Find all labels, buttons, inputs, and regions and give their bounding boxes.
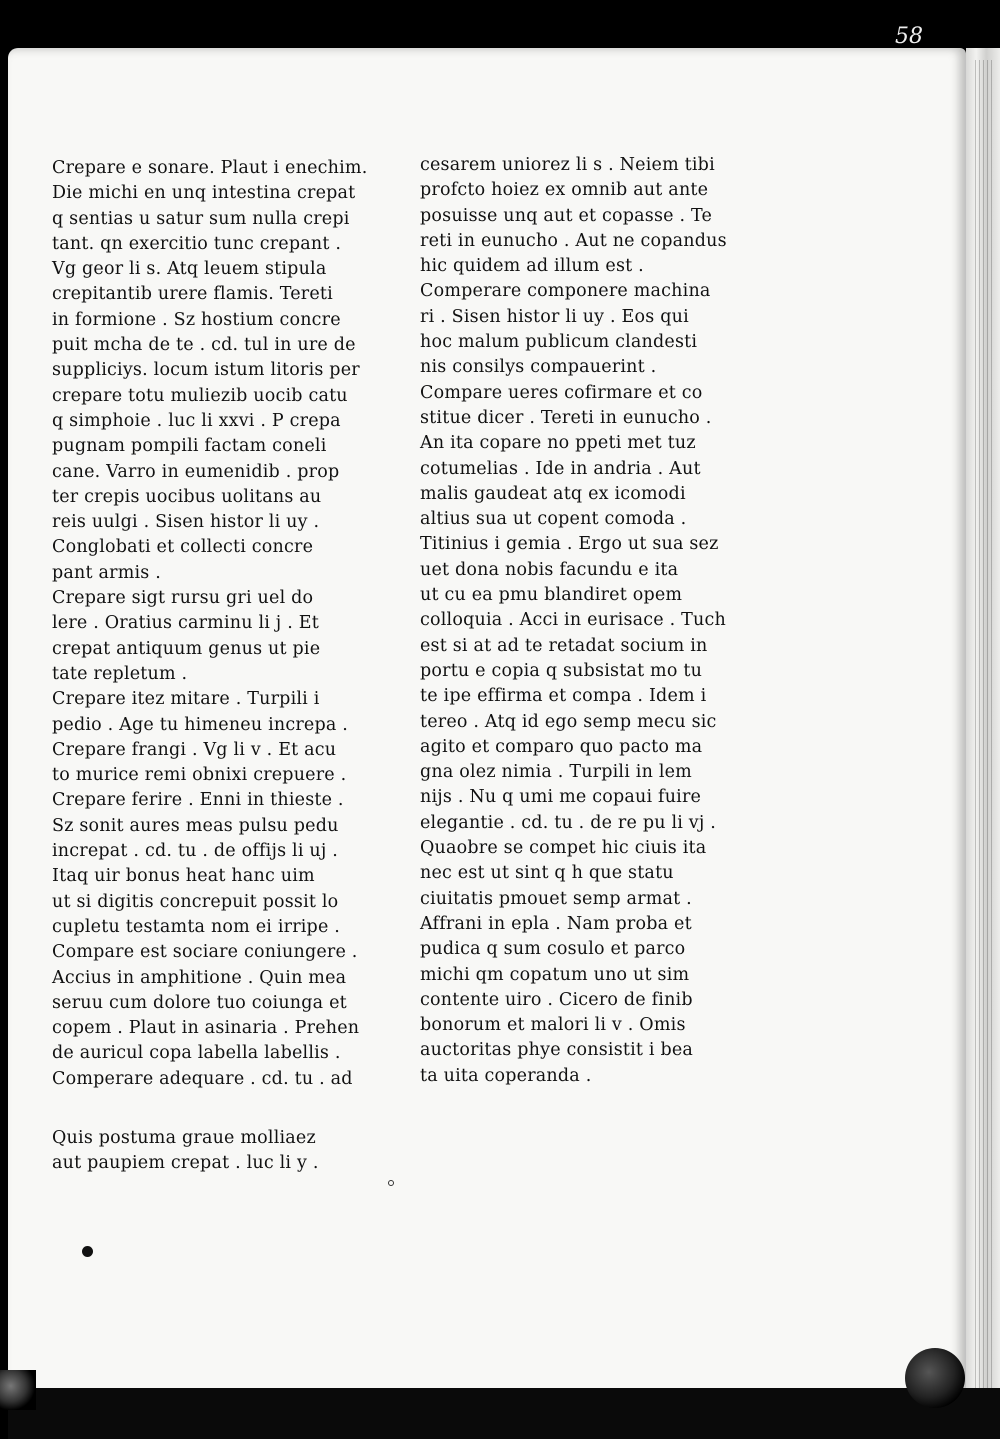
text-line: Quaobre se compet hic ciuis ita — [420, 838, 707, 859]
text-line: Crepare sigt rursu gri uel do — [52, 588, 314, 609]
text-line: te ipe effirma et compa . Idem i — [420, 686, 707, 707]
page-edges — [972, 60, 994, 1420]
text-line: uet dona nobis facundu e ita — [420, 559, 679, 580]
text-line: nec est ut sint q h que statu — [420, 863, 674, 884]
text-line: cupletu testamta nom ei irripe . — [52, 916, 341, 937]
text-line: Comperare componere machina — [420, 281, 711, 302]
text-line: crepat antiquum genus ut pie — [52, 638, 321, 659]
text-line: agito et comparo quo pacto ma — [420, 736, 703, 757]
text-line: tereo . Atq id ego semp mecu sic — [420, 711, 717, 732]
text-line: aut paupiem crepat . luc li y . — [52, 1153, 319, 1174]
text-line: hic quidem ad illum est . — [420, 256, 644, 277]
text-line: pugnam pompili factam coneli — [52, 436, 327, 457]
text-line: pedio . Age tu himeneu increpa . — [52, 714, 349, 735]
text-line: altius sua ut copent comoda . — [420, 509, 687, 530]
text-line: Accius in amphitione . Quin mea — [52, 967, 347, 988]
text-line: gna olez nimia . Turpili in lem — [420, 762, 692, 783]
text-line: cesarem uniorez li s . Neiem tibi — [420, 155, 715, 175]
text-line: Sz sonit aures meas pulsu pedu — [52, 815, 339, 836]
text-line: de auricul copa labella labellis . — [52, 1043, 341, 1064]
text-line: auctoritas phye consistit i bea — [420, 1040, 694, 1061]
text-line: ut cu ea pmu blandiret opem — [420, 585, 683, 606]
binding-shadow — [905, 1348, 965, 1408]
text-line: q sentias u satur sum nulla crepi — [52, 208, 350, 229]
text-line: profcto hoiez ex omnib aut ante — [420, 180, 709, 201]
text-line: portu e copia q subsistat mo tu — [420, 660, 703, 681]
text-line: michi qm copatum uno ut sim — [420, 964, 690, 985]
text-line: suppliciys. locum istum litoris per — [52, 360, 360, 381]
text-line: tate repletum . — [52, 663, 188, 684]
text-line: Quis postuma graue molliaez — [52, 1127, 316, 1148]
text-line: Compare est sociare coniungere . — [52, 942, 358, 963]
text-line: posuisse unq aut et copasse . Te — [420, 205, 713, 226]
text-line: tant. qn exercitio tunc crepant . — [52, 233, 342, 254]
text-line: Conglobati et collecti concre — [52, 537, 314, 558]
text-line: Affrani in epla . Nam proba et — [420, 913, 692, 934]
left-text-column — [52, 156, 382, 1177]
text-line: Die michi en unq intestina crepat — [52, 183, 356, 204]
text-line: to murice remi obnixi crepuere . — [52, 765, 347, 786]
text-line: malis gaudeat atq ex icomodi — [420, 483, 686, 504]
text-line: reis uulgi . Sisen histor li uy . — [52, 512, 320, 533]
text-line: Crepare itez mitare . Turpili i — [52, 689, 320, 710]
text-line: cotumelias . Ide in andria . Aut — [420, 458, 701, 479]
text-line: nis consilys compauerint . — [420, 357, 657, 378]
ink-speck — [388, 1180, 394, 1186]
right-text-column — [420, 153, 727, 1089]
text-line: seruu cum dolore tuo coiunga et — [52, 992, 347, 1013]
text-line: crepitantib urere flamis. Tereti — [52, 284, 333, 305]
text-line: Crepare ferire . Enni in thieste . — [52, 790, 344, 811]
text-line: Crepare frangi . Vg li v . Et acu — [52, 739, 337, 760]
text-line: ciuitatis pmouet semp armat . — [420, 888, 692, 909]
text-line: elegantie . cd. tu . de re pu li vj . — [420, 812, 717, 833]
text-line: est si at ad te retadat socium in — [420, 635, 708, 656]
text-line: ri . Sisen histor li uy . Eos qui — [420, 306, 689, 327]
text-line: pant armis . — [52, 562, 161, 583]
text-line: lere . Oratius carminu li j . Et — [52, 613, 319, 634]
text-line: reti in eunucho . Aut ne copandus — [420, 230, 727, 251]
text-line: puit mcha de te . cd. tul in ure de — [52, 335, 356, 356]
text-line: nijs . Nu q umi me copaui fuire — [420, 787, 702, 808]
ink-blot — [82, 1246, 93, 1257]
text-line: cane. Varro in eumenidib . prop — [52, 461, 340, 482]
text-line: pudica q sum cosulo et parco — [420, 939, 686, 960]
text-line: Comperare adequare . cd. tu . ad — [52, 1068, 353, 1089]
text-line: in formione . Sz hostium concre — [52, 309, 341, 330]
text-line: stitue dicer . Tereti in eunucho . — [420, 407, 712, 428]
text-line: copem . Plaut in asinaria . Prehen — [52, 1018, 360, 1039]
text-line: Itaq uir bonus heat hanc uim — [52, 866, 315, 887]
text-line: increpat . cd. tu . de offijs li uj . — [52, 841, 339, 862]
text-line: bonorum et malori li v . Omis — [420, 1015, 686, 1036]
text-line: q simphoie . luc li xxvi . P crepa — [52, 410, 341, 431]
text-line: crepare totu muliezib uocib catu — [52, 385, 348, 406]
text-line: ter crepis uocibus uolitans au — [52, 486, 322, 507]
text-line: ta uita coperanda . — [420, 1065, 592, 1086]
text-line: Titinius i gemia . Ergo ut sua sez — [420, 534, 719, 555]
text-line: contente uiro . Cicero de finib — [420, 989, 693, 1010]
text-line: colloquia . Acci in eurisace . Tuch — [420, 610, 726, 631]
text-line: ut si digitis concrepuit possit lo — [52, 891, 339, 912]
text-line: Crepare e sonare. Plaut i enechim. — [52, 158, 368, 178]
text-line: Compare ueres cofirmare et co — [420, 382, 703, 403]
text-line — [52, 1092, 382, 1126]
text-line: hoc malum publicum clandesti — [420, 332, 698, 353]
scan-background — [8, 1388, 1000, 1439]
scan-corner-mark — [0, 1370, 36, 1410]
folio-number: 58 — [895, 24, 923, 49]
text-line: Vg geor li s. Atq leuem stipula — [52, 259, 327, 280]
text-line: An ita copare no ppeti met tuz — [420, 433, 696, 454]
